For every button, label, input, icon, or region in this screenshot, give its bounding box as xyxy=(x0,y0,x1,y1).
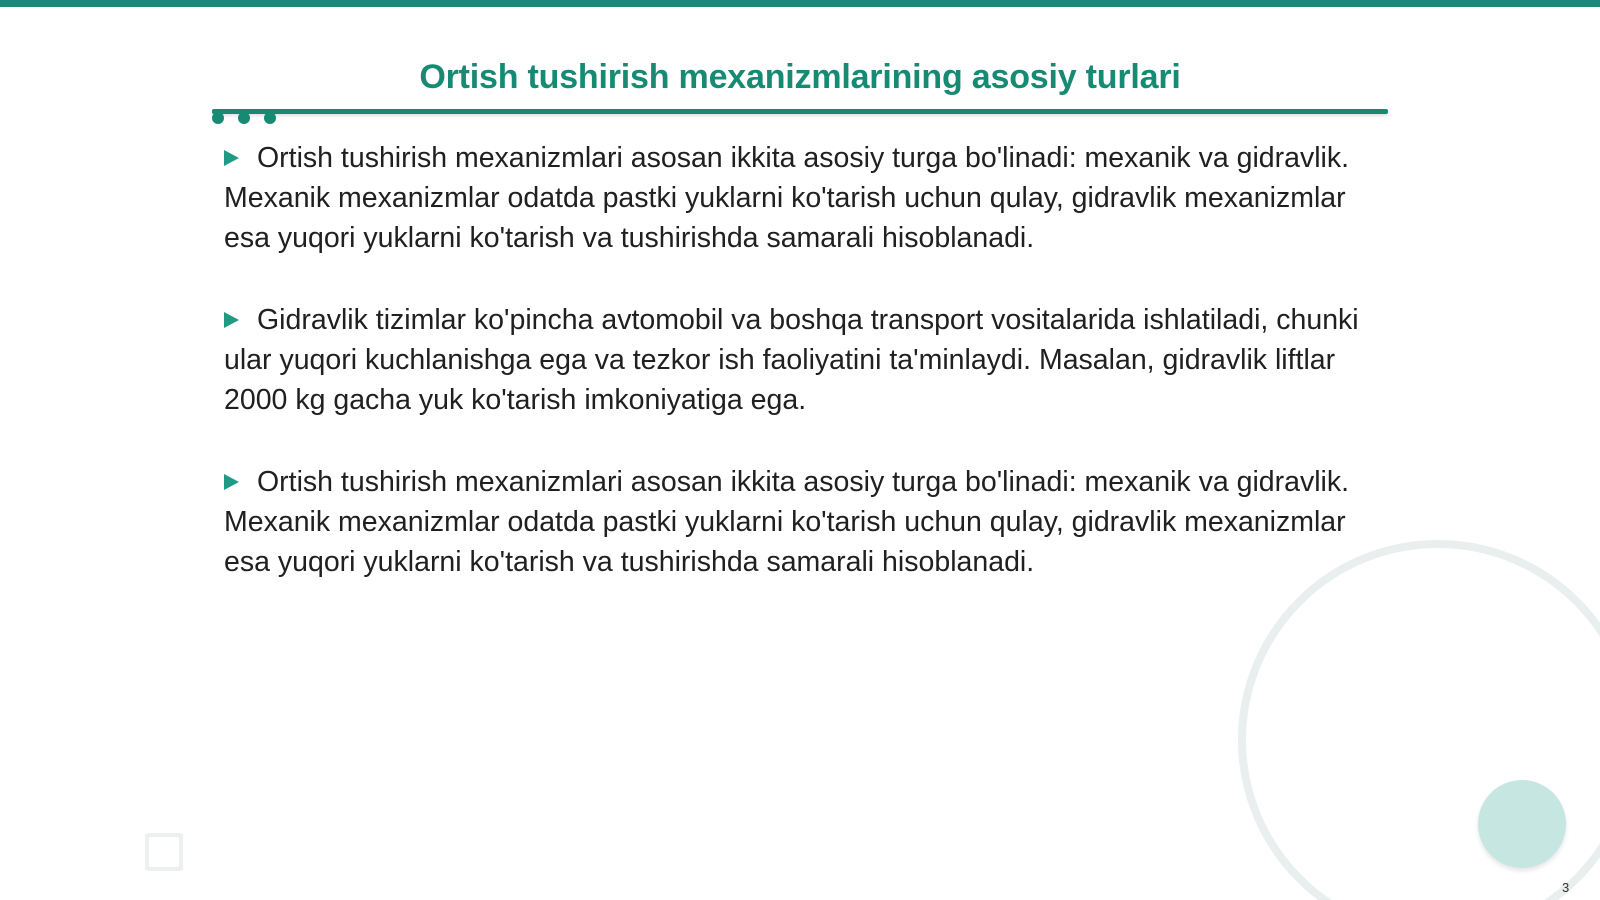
decor-dot-2 xyxy=(238,112,250,124)
decor-dot-1 xyxy=(212,112,224,124)
paragraph-text: Ortish tushirish mexanizmlari asosan ikkita asosiy turga bo'linadi: mexanik va gidravlik. Mexanik mexanizmlar odatda pastki yuklarni ko'tarish uchun qulay, gidravlik mexanizmlar esa yuqori yuklarni ko'tarish va tushirishda samarali hisoblanadi. xyxy=(224,466,1350,578)
decor-circle xyxy=(1478,780,1566,868)
paragraph-text: Gidravlik tizimlar ko'pincha avtomobil va boshqa transport vositalarida ishlatiladi, chunki ular yuqori kuchlanishga ega va tezkor ish faoliyatini ta'minlaydi. Masalan, gidravlik liftlar 2000 kg gacha yuk ko'tarish imkoniyatiga ega. xyxy=(224,304,1359,416)
bullet-paragraph-2 xyxy=(224,300,1374,420)
slide-title: Ortish tushirish mexanizmlarining asosiy turlari xyxy=(419,58,1181,96)
slide-body xyxy=(224,138,1374,624)
decor-dot-3 xyxy=(264,112,276,124)
decor-square xyxy=(145,833,183,871)
triangle-bullet-icon xyxy=(224,474,239,490)
title-underline xyxy=(212,109,1388,114)
triangle-bullet-icon xyxy=(224,312,239,328)
bullet-paragraph-3 xyxy=(224,462,1374,582)
triangle-bullet-icon xyxy=(224,150,239,166)
bullet-paragraph-1 xyxy=(224,138,1374,258)
top-accent-band xyxy=(0,0,1600,7)
paragraph-text: Ortish tushirish mexanizmlari asosan ikkita asosiy turga bo'linadi: mexanik va gidravlik. Mexanik mexanizmlar odatda pastki yuklarni ko'tarish uchun qulay, gidravlik mexanizmlar esa yuqori yuklarni ko'tarish va tushirishda samarali hisoblanadi. xyxy=(224,142,1350,254)
slide-number: 3 xyxy=(1562,880,1570,895)
